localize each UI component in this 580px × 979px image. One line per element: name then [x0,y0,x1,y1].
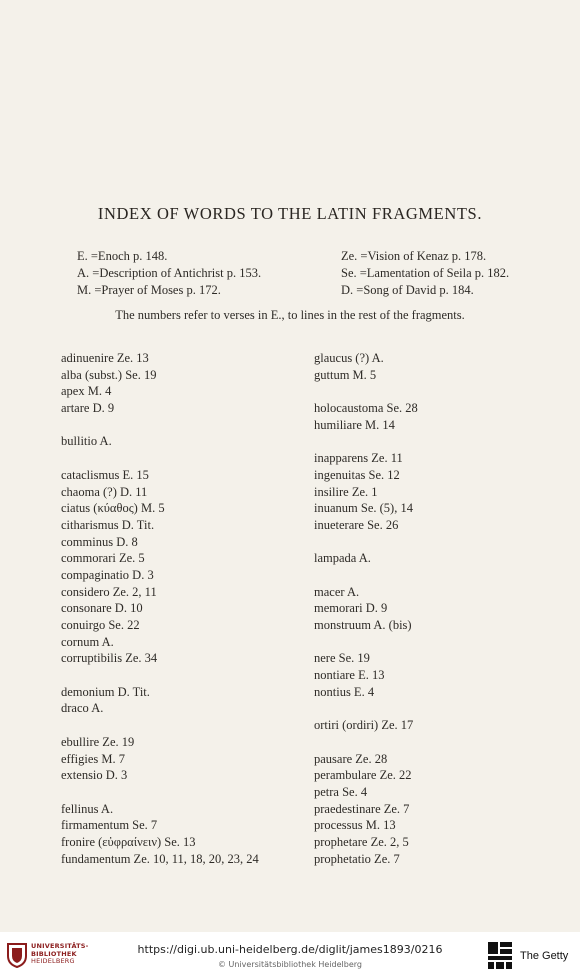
index-entry: pausare Ze. 28 [314,751,388,766]
index-gap [314,700,418,717]
index-gap [314,734,418,751]
index-entry: ciatus (κύαθος) M. 5 [61,501,165,516]
index-entry: inueterare Se. 26 [314,517,399,532]
index-entry: ortiri (ordiri) Ze. 17 [314,718,414,733]
index-entry: citharismus D. Tit. [61,517,155,532]
index-entry: memorari D. 9 [314,601,388,616]
index-entry: ingenuitas Se. 12 [314,467,400,482]
index-entry: consonare D. 10 [61,601,143,616]
index-column-right [314,350,418,867]
index-entry: petra Se. 4 [314,784,368,799]
viewer-footer [0,932,580,979]
index-gap [314,534,418,551]
index-gap [61,784,259,801]
abbreviation-entry: E. =Enoch p. 148. [77,249,168,263]
index-entry: insilire Ze. 1 [314,484,378,499]
index-entry: inuanum Se. (5), 14 [314,501,413,516]
index-gap [61,717,259,734]
index-entry: cornum A. [61,634,114,649]
index-entry: adinuenire Ze. 13 [61,351,149,365]
index-entry: comminus D. 8 [61,534,138,549]
index-gap [61,417,259,434]
abbreviation-entry: A. =Description of Antichrist p. 153. [77,266,262,280]
index-entry: processus M. 13 [314,818,396,833]
index-gap [314,567,418,584]
index-entry: considero Ze. 2, 11 [61,584,157,599]
library-name-line: UNIVERSITÄTS- [31,942,89,950]
index-entry: commorari Ze. 5 [61,551,145,566]
index-entry: inapparens Ze. 11 [314,451,403,466]
index-entry: nere Se. 19 [314,651,370,666]
index-column-left [61,350,259,867]
copyright-notice: © Universitätsbibliothek Heidelberg [217,960,362,969]
index-entry: perambulare Ze. 22 [314,768,412,783]
getty-label: The Getty [520,950,569,962]
index-entry: monstruum A. (bis) [314,618,412,632]
index-entry: ebullire Ze. 19 [61,734,135,749]
index-entry: firmamentum Se. 7 [61,818,158,833]
getty-logo-icon [487,941,513,970]
index-entry: guttum M. 5 [314,367,377,382]
index-entry: lampada A. [314,551,371,566]
index-entry: fundamentum Ze. 10, 11, 18, 20, 23, 24 [61,851,259,866]
index-entry: praedestinare Ze. 7 [314,801,410,816]
abbreviation-entry: Ze. =Vision of Kenaz p. 178. [341,249,487,263]
abbreviation-entry: D. =Song of David p. 184. [341,283,474,297]
index-gap [314,433,418,450]
index-entry: corruptibilis Ze. 34 [61,651,158,666]
index-entry: compaginatio D. 3 [61,567,154,582]
index-entry: nontius E. 4 [314,684,375,699]
index-entry: cataclismus E. 15 [61,467,149,482]
index-entry: prophetatio Ze. 7 [314,851,400,866]
index-entry: nontiare E. 13 [314,668,385,683]
index-entry: fellinus A. [61,801,114,816]
index-entry: glaucus (?) A. [314,351,384,365]
index-entry: effigies M. 7 [61,751,125,766]
library-name-line: BIBLIOTHEK [31,949,77,958]
abbreviation-entry: Se. =Lamentation of Seila p. 182. [341,266,510,280]
index-entry: holocaustoma Se. 28 [314,401,418,416]
index-entry: artare D. 9 [61,401,115,416]
index-entry: extensio D. 3 [61,768,128,783]
index-entry: bullitio A. [61,434,112,449]
index-entry: apex M. 4 [61,384,112,399]
library-name-line: HEIDELBERG [31,957,75,965]
index-entry: humiliare M. 14 [314,417,395,432]
index-entry: chaoma (?) D. 11 [61,484,148,499]
index-entry: draco A. [61,701,104,716]
index-entry: conuirgo Se. 22 [61,618,140,632]
index-entry: fronire (εὐφραίνειν) Se. 13 [61,834,196,849]
index-gap [61,450,259,467]
explanatory-note: The numbers refer to verses in E., to lines in the rest of the fragments. [115,308,465,322]
permalink-url[interactable]: https://digi.ub.uni-heidelberg.de/diglit/james1893/0216 [137,943,443,956]
index-gap [314,634,418,651]
index-entry: macer A. [314,584,360,599]
index-entry: demonium D. Tit. [61,684,150,699]
index-gap [314,383,418,400]
index-gap [61,667,259,684]
abbreviation-entry: M. =Prayer of Moses p. 172. [77,283,221,297]
abbreviation-key-left [77,248,261,299]
index-entry: prophetare Ze. 2, 5 [314,834,409,849]
abbreviation-key-right [341,248,509,299]
page-title: INDEX OF WORDS TO THE LATIN FRAGMENTS. [97,204,483,223]
index-entry: alba (subst.) Se. 19 [61,367,157,382]
